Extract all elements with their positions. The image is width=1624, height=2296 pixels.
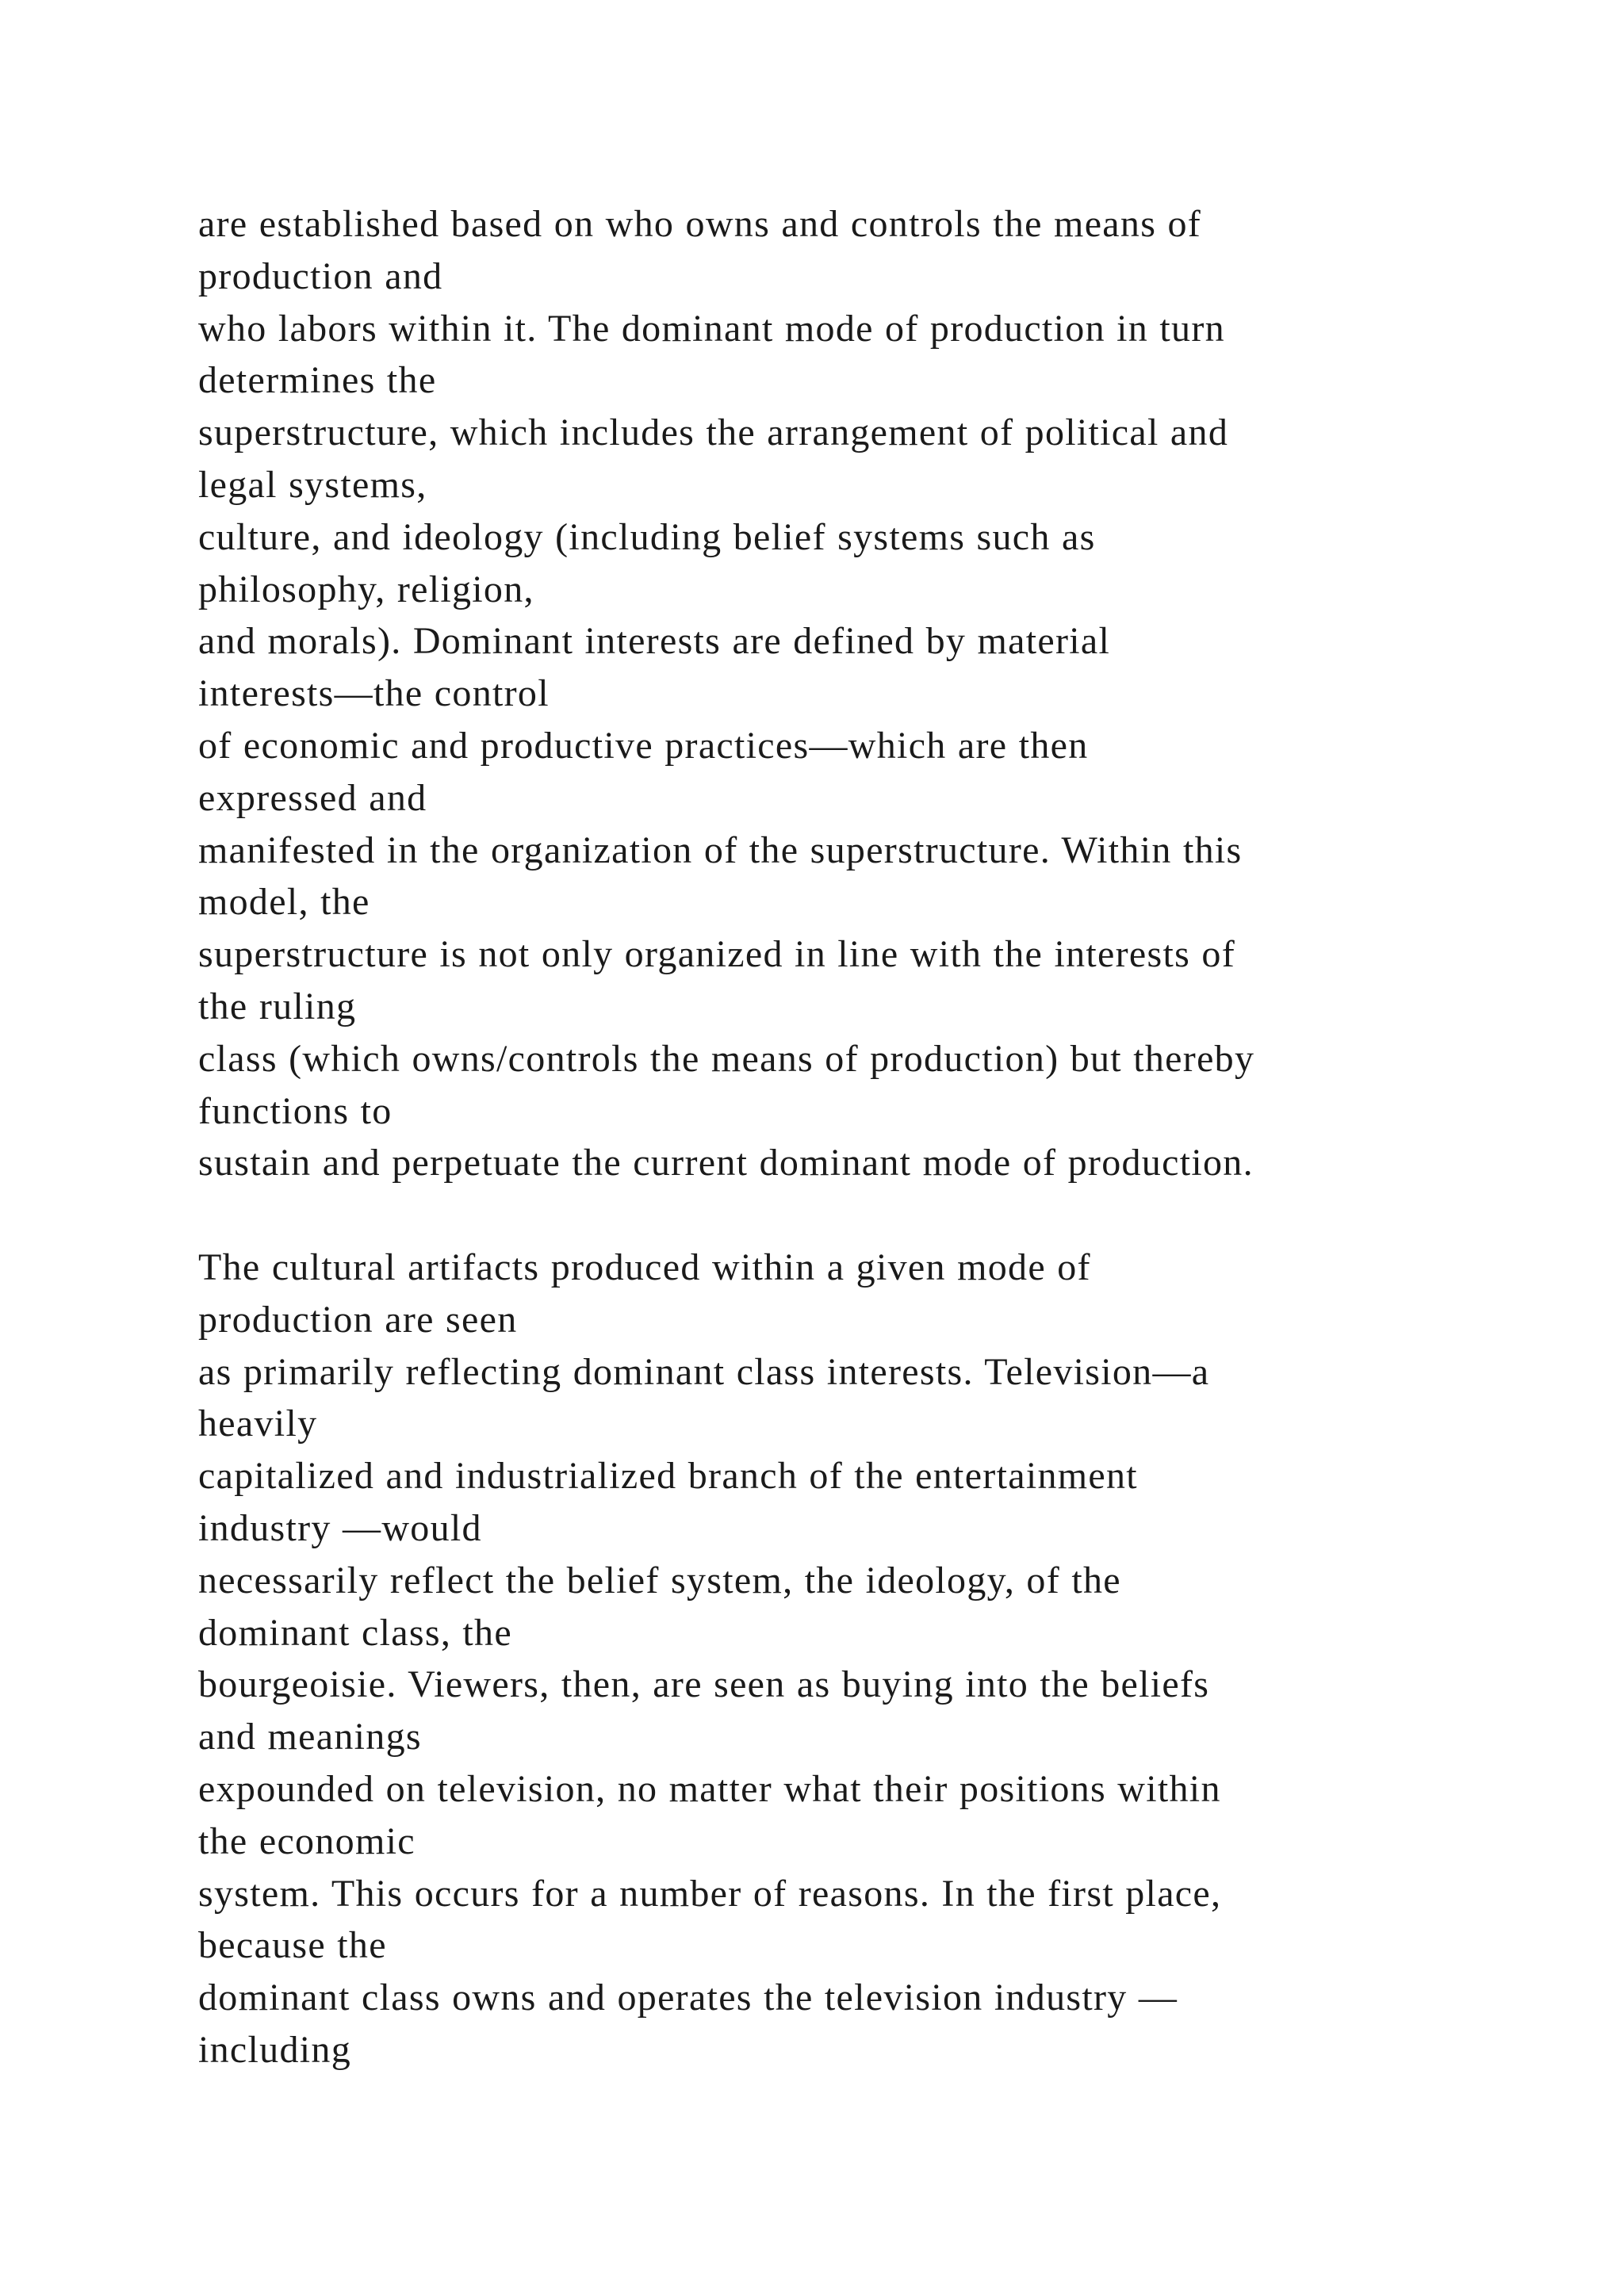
text-line: dominant class owns and operates the television industry — — [198, 1976, 1178, 2019]
text-line: and morals). Dominant interests are defined by material — [198, 620, 1111, 663]
text-line: expounded on television, no matter what their positions within — [198, 1767, 1221, 1810]
text-line: interests—the control — [198, 672, 550, 715]
text-line: industry —would — [198, 1506, 482, 1549]
text-line: production are seen — [198, 1298, 518, 1341]
text-line: culture, and ideology (including belief systems such as — [198, 515, 1096, 558]
text-line: heavily — [198, 1402, 318, 1445]
text-line: of economic and productive practices—which are then — [198, 724, 1089, 767]
text-line: superstructure, which includes the arrangement of political and — [198, 411, 1229, 454]
text-line: who labors within it. The dominant mode of production in turn — [198, 307, 1225, 350]
text-line: legal systems, — [198, 463, 427, 506]
text-line: model, the — [198, 881, 370, 924]
text-line: are established based on who owns and controls the means of — [198, 203, 1202, 245]
text-line: the ruling — [198, 985, 357, 1027]
text-line: sustain and perpetuate the current dominant mode of production. — [198, 1142, 1254, 1184]
text-line: manifested in the organization of the superstructure. Within this — [198, 828, 1243, 871]
text-line: philosophy, religion, — [198, 568, 534, 610]
text-line: necessarily reflect the belief system, the ideology, of the — [198, 1559, 1121, 1601]
text-line: because the — [198, 1924, 387, 1967]
paragraph-1 — [198, 198, 1530, 1189]
text-line: including — [198, 2028, 352, 2071]
text-line: the economic — [198, 1820, 416, 1862]
text-line: as primarily reflecting dominant class interests. Television—a — [198, 1350, 1210, 1393]
text-line: superstructure is not only organized in line with the interests of — [198, 933, 1235, 976]
paragraph-2 — [198, 1242, 1530, 2076]
text-line: bourgeoisie. Viewers, then, are seen as buying into the beliefs — [198, 1663, 1210, 1706]
text-line: production and — [198, 254, 443, 297]
text-line: capitalized and industrialized branch of the entertainment — [198, 1455, 1138, 1498]
text-line: system. This occurs for a number of reasons. In the first place, — [198, 1872, 1222, 1915]
text-line: The cultural artifacts produced within a given mode of — [198, 1246, 1091, 1288]
text-line: dominant class, the — [198, 1611, 512, 1654]
text-line: expressed and — [198, 776, 427, 819]
text-line: determines the — [198, 359, 437, 402]
text-line: and meanings — [198, 1716, 422, 1758]
text-line: functions to — [198, 1089, 393, 1132]
text-line: class (which owns/controls the means of production) but thereby — [198, 1037, 1255, 1080]
